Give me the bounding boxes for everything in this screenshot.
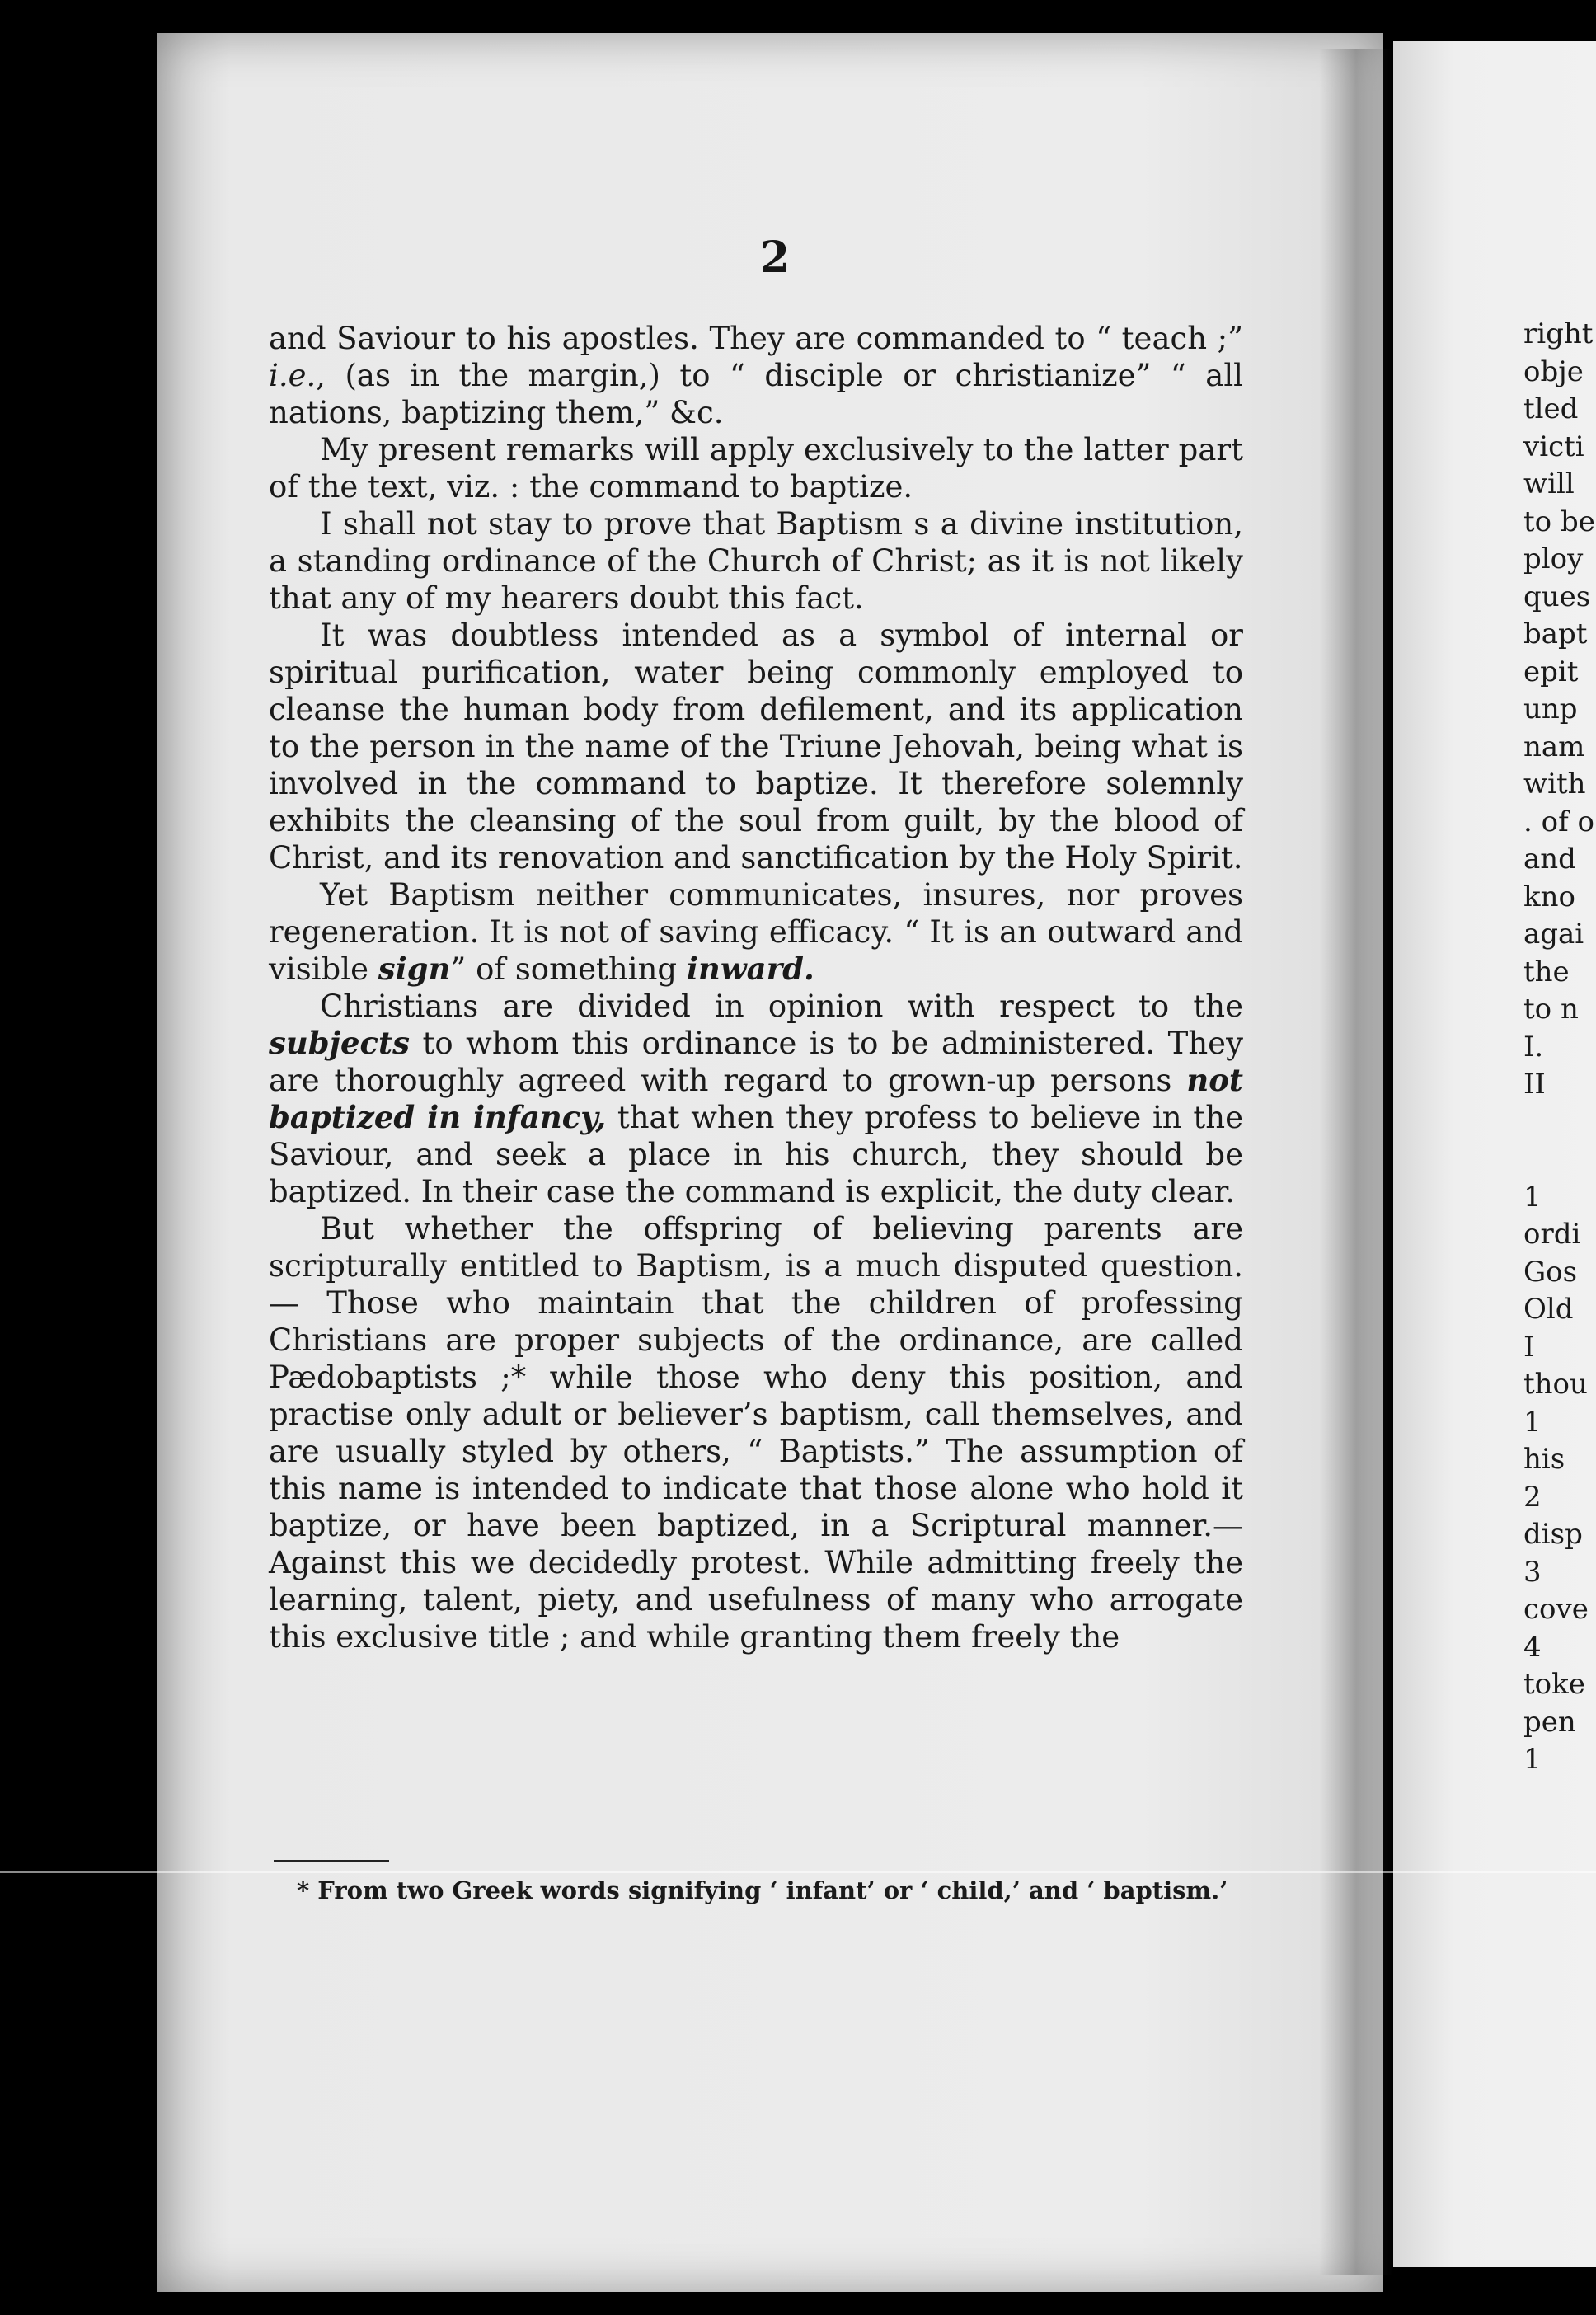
paragraph-text: to whom this ordinance is to be administered. They are thoroughly agreed with regard to grown-up persons [269, 1026, 1243, 1098]
paragraph-text: inward. [686, 951, 814, 987]
right-page-line: 2 [1523, 1480, 1542, 1514]
paragraph-text: Christians are divided in opinion with respect to the [320, 988, 1243, 1024]
right-page-line: 4 [1523, 1630, 1542, 1664]
paragraph [269, 320, 1243, 431]
paragraph [269, 1210, 1243, 1655]
paragraph-text: My present remarks will apply exclusively to the latter part of the text, viz. : the command to baptize. [269, 432, 1243, 505]
right-page-line: Gos [1523, 1255, 1578, 1289]
footnote-rule [274, 1860, 389, 1862]
right-page-line: I [1523, 1330, 1535, 1364]
page-number: 2 [759, 232, 791, 283]
paragraph [269, 876, 1243, 988]
right-page-line: pen [1523, 1705, 1576, 1739]
right-page-line: will [1523, 467, 1575, 500]
right-page-line: 1 [1523, 1180, 1542, 1214]
right-page-line: the [1523, 955, 1570, 988]
paragraph-text: that when they profess to believe in the Saviour, and seek a place in his church, they should be baptized. In their case the command is explicit, the duty clear. [269, 1100, 1243, 1209]
paragraph-text: i.e. [269, 358, 317, 393]
right-page-line: 3 [1523, 1555, 1542, 1589]
scan-line [0, 1871, 1596, 1873]
paragraph [269, 617, 1243, 876]
right-page-line: to be [1523, 505, 1595, 538]
paragraph-text: Yet Baptism neither communicates, insures, nor proves regeneration. It is not of saving efficacy. “ It is an outward and visible [269, 877, 1243, 987]
paragraph-text: , (as in the margin,) to “ disciple or christianize” “ all nations, baptizing them,” &c. [269, 358, 1243, 430]
right-page-line: kno [1523, 880, 1575, 913]
right-page-line: cove [1523, 1593, 1589, 1626]
right-page-line: right [1523, 317, 1594, 350]
right-page-line: 1 [1523, 1405, 1542, 1439]
paragraph-text: subjects [269, 1025, 410, 1061]
paragraph-text: not baptized in infancy, [269, 1062, 1243, 1135]
paragraph-text: sign [378, 951, 451, 987]
right-page-line: toke [1523, 1668, 1585, 1701]
paragraph-text: It was doubtless intended as a symbol of internal or spiritual purification, water being commonly employed to cleanse the human body from defilement, and its application to the person in the name of the Triune Jehovah, being what is involved in the command to baptize. It therefore solemnly exhibits the cleansing of the soul from guilt, by the blood of Christ, and its renovation and sanctification by the Holy Spirit. [269, 617, 1243, 876]
right-page-line: I. [1523, 1030, 1544, 1064]
page-gutter [1319, 49, 1393, 2275]
paragraph [269, 431, 1243, 505]
right-page-line: victi [1523, 430, 1584, 463]
right-page-line [1523, 1141, 1596, 1179]
right-page-line: with [1523, 768, 1586, 801]
paragraph-text: and Saviour to his apostles. They are commanded to “ teach ;” [269, 321, 1243, 356]
right-page-line: to n [1523, 993, 1579, 1026]
right-page-line: . of o [1523, 805, 1594, 838]
body-text [269, 320, 1243, 1655]
right-page-line: ques [1523, 580, 1591, 613]
right-page-line: tled [1523, 392, 1579, 425]
right-page-line: thou [1523, 1368, 1588, 1401]
right-page-line: 1 [1523, 1743, 1542, 1776]
right-page-line: disp [1523, 1518, 1583, 1551]
paragraph [269, 988, 1243, 1210]
right-page-line: his [1523, 1443, 1565, 1476]
paragraph-text: ” of something [450, 951, 687, 987]
paragraph-text: I shall not stay to prove that Baptism s a divine institution, a standing ordinance of the Church of Christ; as it is not likely that any of my hearers doubt this fact. [269, 506, 1243, 616]
right-page-line: ordi [1523, 1218, 1581, 1251]
right-page-line: Old [1523, 1293, 1574, 1326]
paragraph [269, 505, 1243, 617]
right-page-line: obje [1523, 355, 1584, 388]
right-page-line: bapt [1523, 617, 1588, 650]
right-page-line: II [1523, 1068, 1546, 1101]
footnote: * From two Greek words signifying ‘ infant’ or ‘ child,’ and ‘ baptism.’ [297, 1876, 1228, 1904]
right-page-line: epit [1523, 655, 1579, 688]
right-page-line: nam [1523, 730, 1585, 763]
right-page-line: agai [1523, 918, 1584, 951]
paragraph-text: But whether the offspring of believing parents are scripturally entitled to Baptism, is a much disputed question.— Those who maintain that the children of professing Christians are proper subjects of the ordinance, are called Pædobaptists ;* while those who deny this position, and practise only adult or believer’s baptism, call themselves, and are usually styled by others, “ Baptists.” The assumption of this name is intended to indicate that those alone who hold it baptize, or have been baptized, in a Scriptural manner.— Against this we decidedly protest. While admitting freely the learning, talent, piety, and usefulness of many who arrogate this exclusive title ; and while granting them freely the [269, 1211, 1243, 1655]
right-page-text [1523, 316, 1596, 1779]
right-page-line: ploy [1523, 542, 1584, 575]
right-page-line [1523, 1104, 1596, 1142]
right-page-line: unp [1523, 693, 1578, 725]
right-page-line: and [1523, 843, 1576, 876]
